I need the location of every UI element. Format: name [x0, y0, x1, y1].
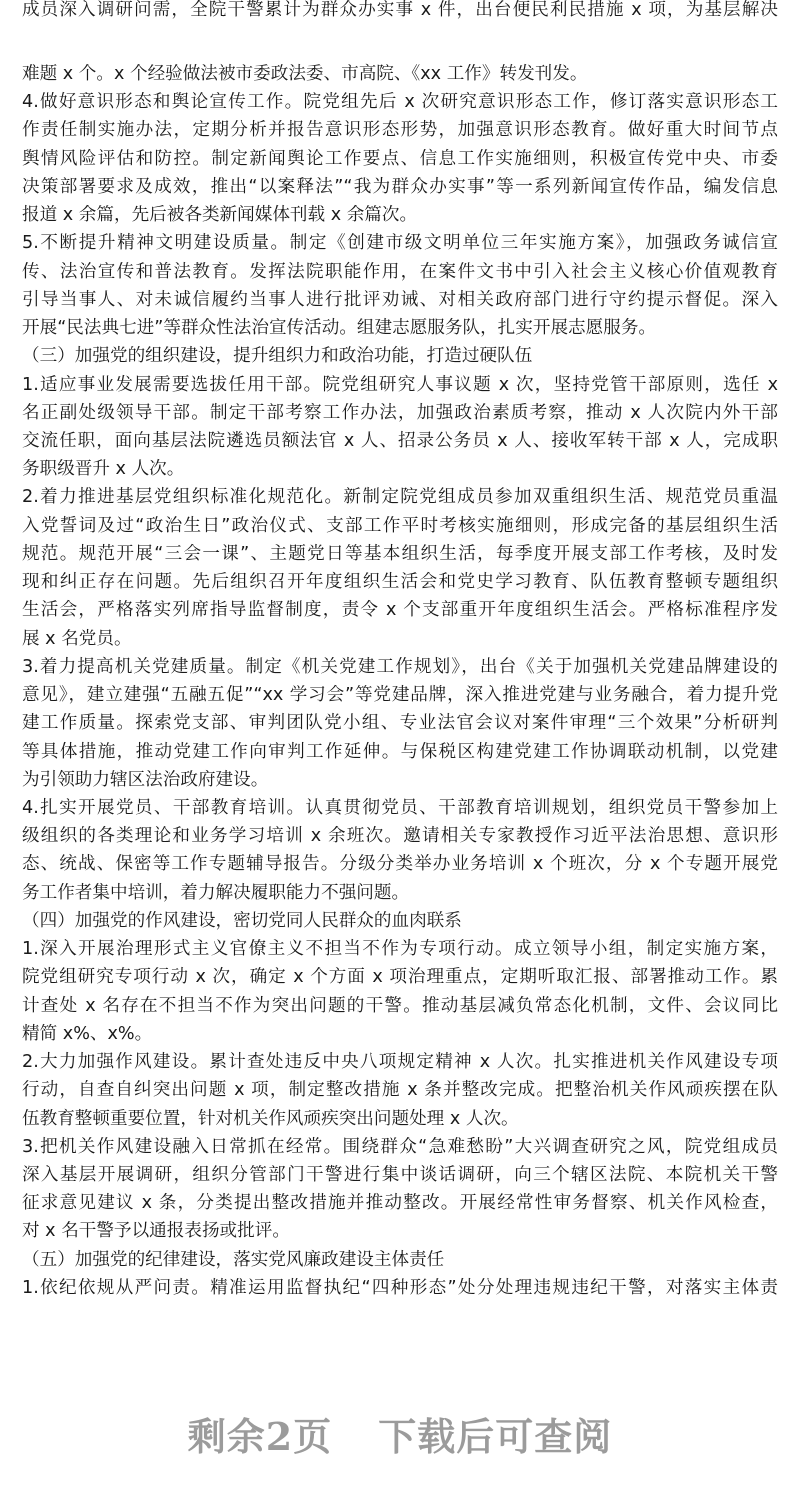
- paragraph-line: 开展“民法典七进”等群众性法治宣传活动。组建志愿服务队，扎实开展志愿服务。: [22, 318, 657, 339]
- paragraph-line: 引导当事人、对未诚信履约当事人进行批评劝诫、对相关政府部门进行守约提示督促。深入: [22, 289, 778, 310]
- paragraph-line: 报道 x 余篇，先后被各类新闻媒体刊载 x 余篇次。: [22, 205, 418, 226]
- paragraph-line: 舆情风险评估和防控。制定新闻舆论工作要点、信息工作实施细则，积极宣传党中央、市委: [22, 148, 778, 169]
- paragraph-line: 3.把机关作风建设融入日常抓在经常。围绕群众“急难愁盼”大兴调查研究之风，院党组成员: [22, 1136, 778, 1157]
- paragraph-line: 作责任制实施办法，定期分析并报告意识形态形势，加强意识形态教育。做好重大时间节点: [22, 120, 778, 141]
- paragraph-line: 入党誓词及过“政治生日”政治仪式、支部工作平时考核实施细则，形成完备的基层组织生活: [22, 515, 778, 536]
- paragraph-line: 1.依纪依规从严问责。精准运用监督执纪“四种形态”处分处理违规违纪干警，对落实主体责: [22, 1277, 778, 1298]
- paragraph-line: 2.大力加强作风建设。累计查处违反中央八项规定精神 x 人次。扎实推进机关作风建设专项: [22, 1052, 778, 1073]
- paragraph-line: 务工作者集中培训，着力解决履职能力不强问题。: [22, 882, 410, 903]
- paragraph-line: 5.不断提升精神文明建设质量。制定《创建市级文明单位三年实施方案》，加强政务诚信宣: [22, 233, 778, 254]
- paragraph-line: 建工作质量。探索党支部、审判团队党小组、专业法官会议对案件审理“三个效果”分析研判: [22, 713, 778, 734]
- paragraph-line: 深入基层开展调研，组织分管部门干警进行集中谈话调研，向三个辖区法院、本院机关干警: [22, 1164, 778, 1185]
- download-prompt[interactable]: [0, 1406, 800, 1461]
- paragraph-line: 4.扎实开展党员、干部教育培训。认真贯彻党员、干部教育培训规划，组织党员干警参加上: [22, 797, 778, 818]
- paragraph-line: 展 x 名党员。: [22, 628, 132, 649]
- paragraph-line: 等具体措施，推动党建工作向审判工作延伸。与保税区构建党建工作协调联动机制，以党建: [22, 741, 778, 762]
- paragraph-line: 对 x 名干警予以通报表扬或批评。: [22, 1221, 290, 1242]
- heading-text: （三）加强党的组织建设，提升组织力和政治功能，打造过硬队伍: [22, 346, 533, 367]
- paragraph-line: 现和纠正存在问题。先后组织召开年度组织生活会和党史学习教育、队伍教育整顿专题组织: [22, 572, 778, 593]
- paragraph-line: 难题 x 个。x 个经验做法被市委政法委、市高院、《xx 工作》转发刊发。: [22, 64, 588, 84]
- paragraph-line: 意见》，建立建强“五融五促”“xx 学习会”等党建品牌，深入推进党建与业务融合，着力提升党: [22, 685, 778, 706]
- paragraph-line: 3.着力提高机关党建质量。制定《机关党建工作规划》，出台《关于加强机关党建品牌建设的: [22, 656, 778, 677]
- paragraph-line: 交流任职，面向基层法院遴选员额法官 x 人、招录公务员 x 人、接收军转干部 x 人，完成职: [22, 430, 778, 451]
- heading-text: （五）加强党的纪律建设，落实党风廉政建设主体责任: [22, 1249, 445, 1270]
- paragraph-line: 态、统战、保密等工作专题辅导报告。分级分类举办业务培训 x 个班次，分 x 个专题开展党: [22, 854, 778, 875]
- paragraph-line: 4.做好意识形态和舆论宣传工作。院党组先后 x 次研究意识形态工作，修订落实意识形态工: [22, 92, 778, 113]
- heading-text: （四）加强党的作风建设，密切党同人民群众的血肉联系: [22, 910, 462, 931]
- download-to-view-text: 下载后可查阅: [378, 1414, 613, 1459]
- paragraph-line: 名正副处级领导干部。制定干部考察工作办法，加强政治素质考察，推动 x 人次院内外干部: [22, 402, 778, 423]
- paragraph-line: 级组织的各类理论和业务学习培训 x 余班次。邀请相关专家教授作习近平法治思想、意识形: [22, 826, 778, 847]
- paragraph-line: 行动，自查自纠突出问题 x 项，制定整改措施 x 条并整改完成。把整治机关作风顽疾摆在队: [22, 1080, 778, 1101]
- paragraph-line: 为引领助力辖区法治政府建设。: [22, 769, 269, 790]
- remaining-pages-text: 剩余2页: [187, 1414, 333, 1459]
- paragraph-line: 务职级晋升 x 人次。: [22, 459, 185, 480]
- paragraph-line: 决策部署要求及成效，推出“以案释法”“我为群众办实事”等一系列新闻宣传作品，编发信息: [22, 176, 778, 197]
- paragraph-line: 2.着力推进基层党组织标准化规范化。新制定院党组成员参加双重组织生活、规范党员重温: [22, 487, 778, 508]
- paragraph-line: 征求意见建议 x 条，分类提出整改措施并推动整改。开展经常性审务督察、机关作风检查，: [22, 1193, 778, 1214]
- document-line-top: 成员深入调研问需，全院干警累计为群众办实事 x 件，出台便民利民措施 x 项，为基层解决: [22, 0, 778, 20]
- paragraph-line: 生活会，严格落实列席指导监督制度，责令 x 个支部重开年度组织生活会。严格标准程序发: [22, 600, 778, 621]
- paragraph-line: 计查处 x 名存在不担当不作为突出问题的干警。推动基层减负常态化机制，文件、会议同比: [22, 995, 778, 1016]
- paragraph-line: 传、法治宣传和普法教育。发挥法院职能作用，在案件文书中引入社会主义核心价值观教育: [22, 261, 778, 282]
- paragraph-line: 伍教育整顿重要位置，针对机关作风顽疾突出问题处理 x 人次。: [22, 1108, 519, 1129]
- paragraph-line: 1.深入开展治理形式主义官僚主义不担当不作为专项行动。成立领导小组，制定实施方案，: [22, 939, 778, 960]
- paragraph-line: 1.适应事业发展需要选拔任用干部。院党组研究人事议题 x 次，坚持党管干部原则，选任 x: [22, 374, 778, 395]
- paragraph-line: 院党组研究专项行动 x 次，确定 x 个方面 x 项治理重点，定期听取汇报、部署推动工作。累: [22, 967, 778, 988]
- paragraph-line: 精简 x%、x%。: [22, 1023, 153, 1044]
- paragraph-line: 规范。规范开展“三会一课”、主题党日等基本组织生活，每季度开展支部工作考核，及时发: [22, 543, 778, 564]
